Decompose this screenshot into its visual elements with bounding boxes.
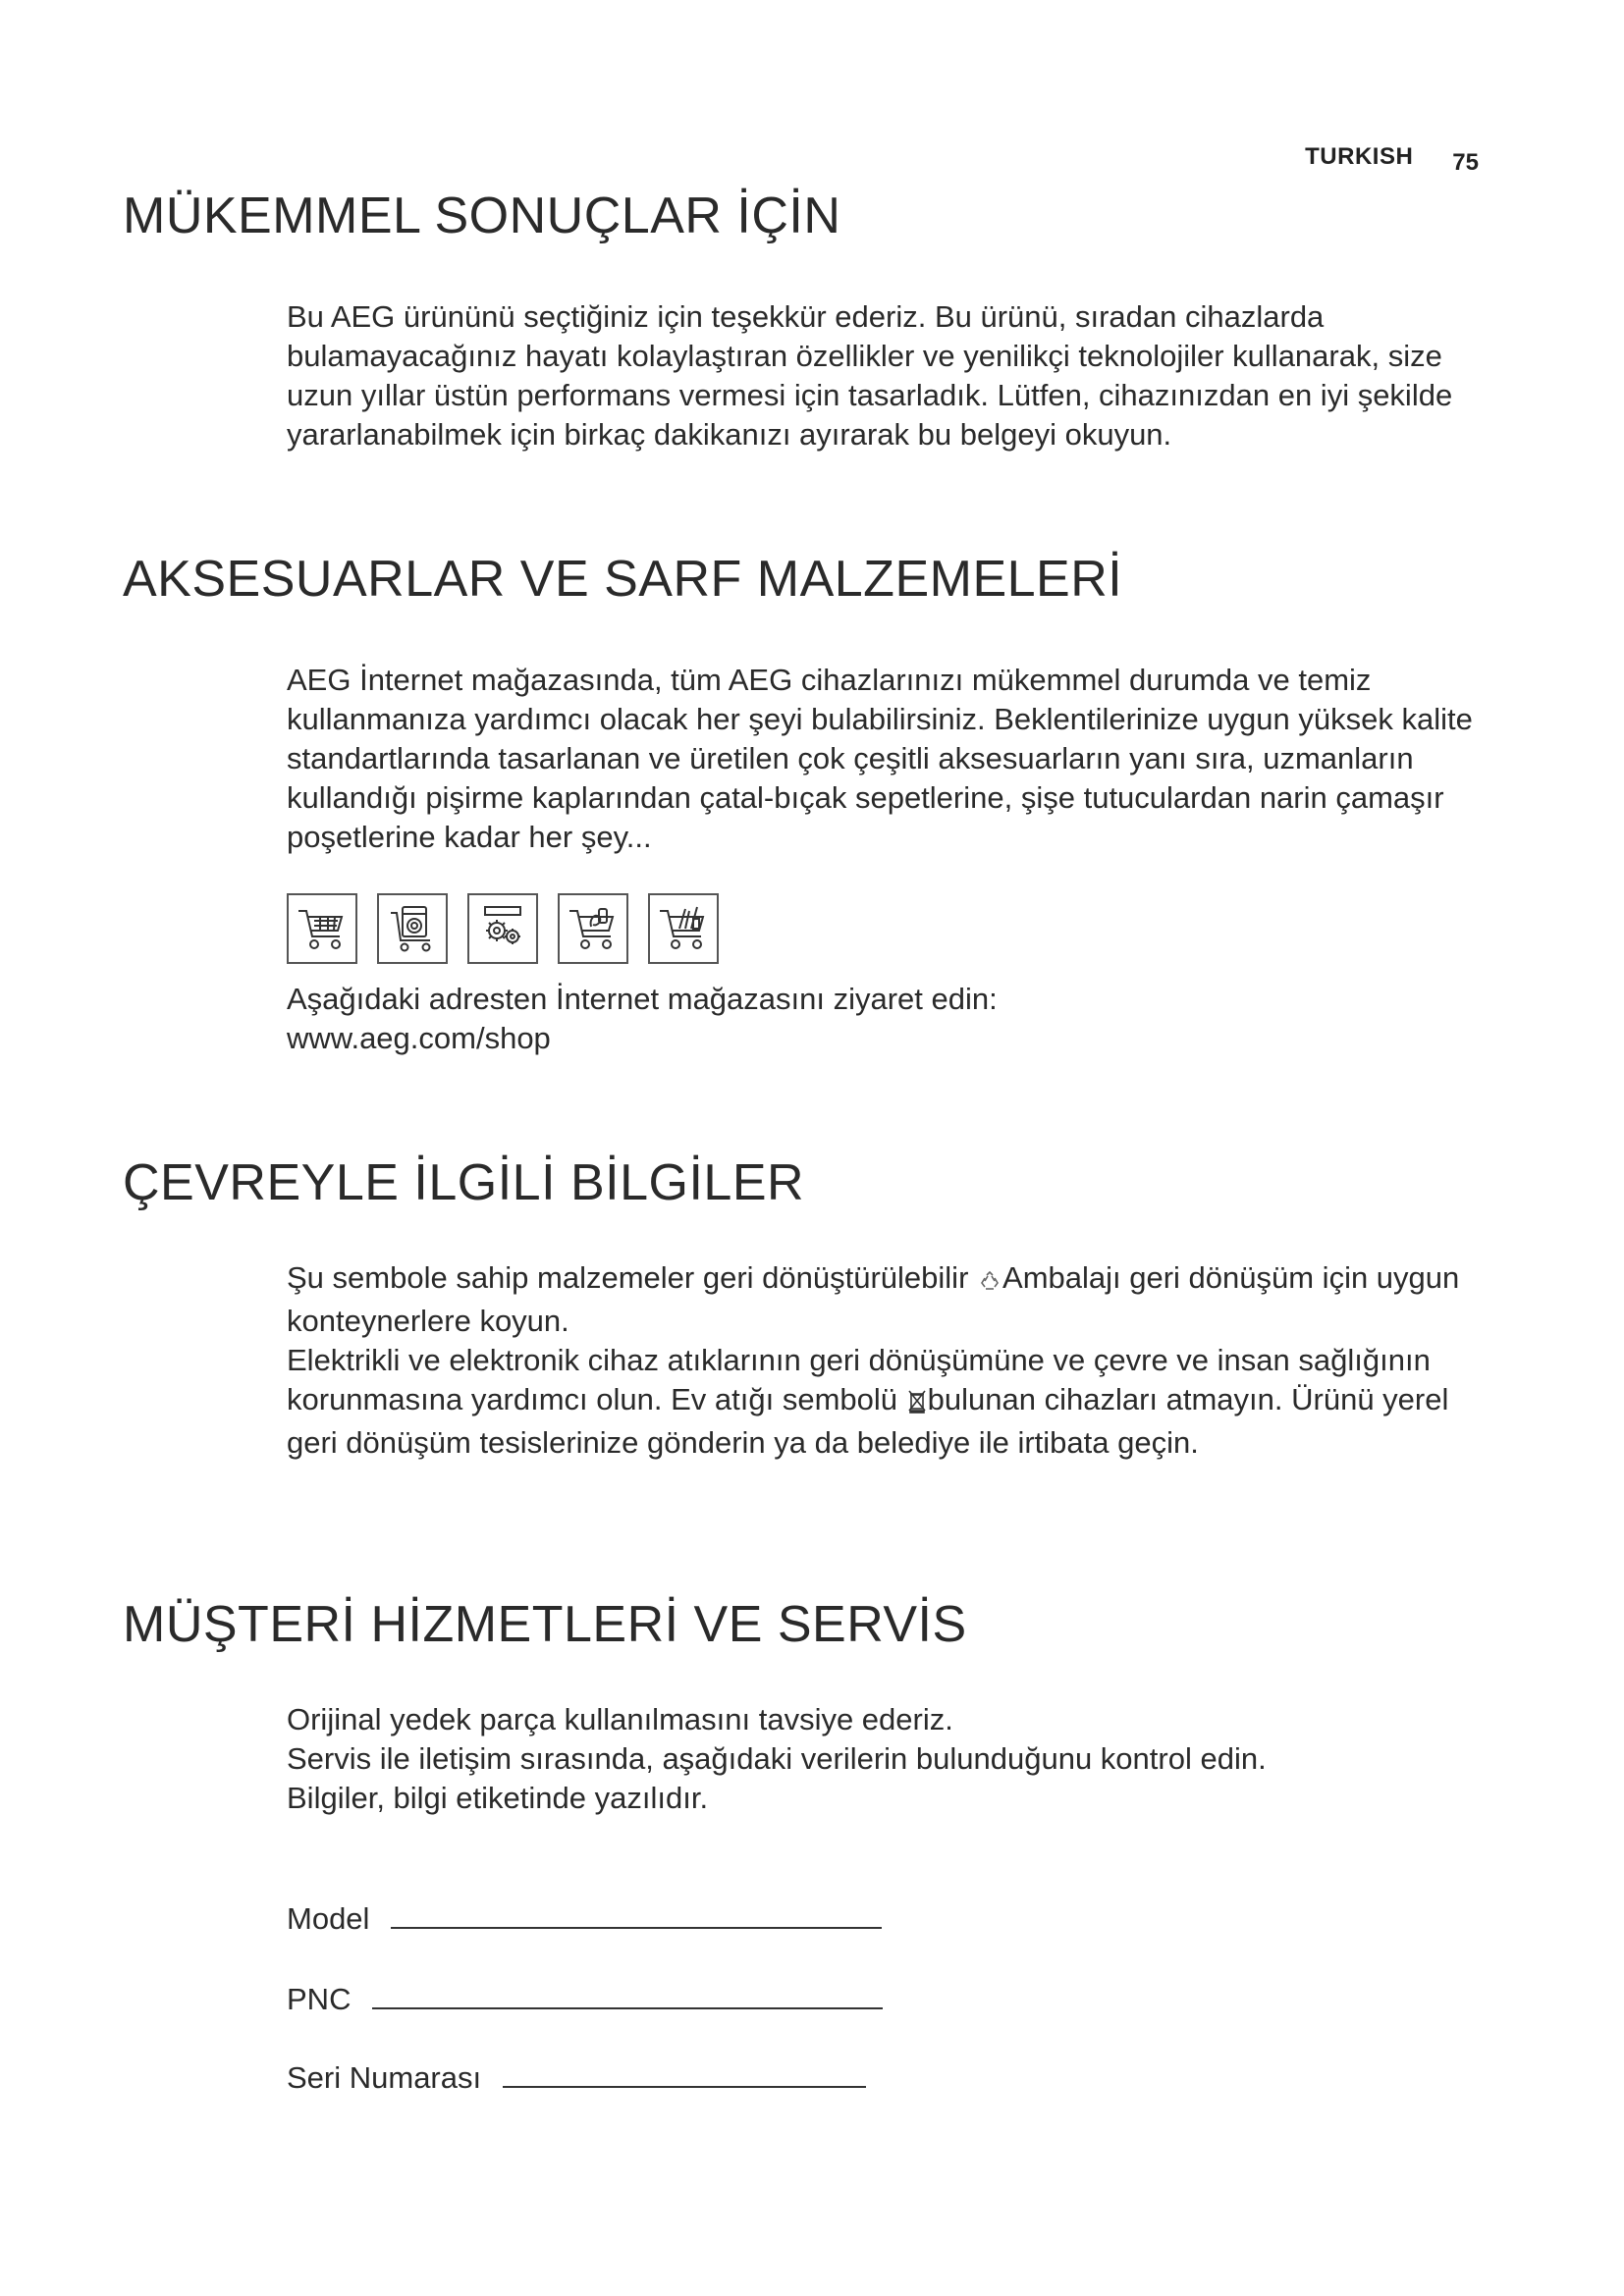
weee-text-a: Elektrikli ve elektronik cihaz atıklarının geri dönüşümüne ve çevre ve insan sağlığının korunmasına yardımcı olun. Ev atığı sembolü: [287, 1343, 1431, 1416]
language-label: TURKISH: [1305, 143, 1414, 170]
paragraph: Servis ile iletişim sırasında, aşağıdaki verilerin bulunduğunu kontrol edin.: [287, 1741, 1267, 1776]
section-body-accessories: [287, 661, 1494, 857]
paragraph: AEG İnternet mağazasında, tüm AEG cihazlarınızı mükemmel durumda ve temiz kullanmanıza yardımcı olacak her şeyi bulabilirsiniz. Beklentilerinize uygun yüksek kalite standartlarında tasarlanan ve üretilen çok çeşitli aksesuarların yanı sıra, uzmanların kullandığı pişirme kaplarından çatal-bıçak sepetlerine, şişe tutuculardan narin çamaşır poşetlerine kadar her şey...: [287, 663, 1473, 854]
serial-field-row: [287, 2058, 866, 2096]
recycle-text-b: Ambalajı geri dönüşüm için uygun konteynerlere koyun.: [287, 1260, 1460, 1338]
paragraph: Bilgiler, bilgi etiketinde yazılıdır.: [287, 1781, 709, 1815]
section-title-service: MÜŞTERİ HİZMETLERİ VE SERVİS: [123, 1596, 967, 1653]
section-title-environment: ÇEVREYLE İLGİLİ BİLGİLER: [123, 1154, 805, 1211]
cart-cleaning-icon: [558, 893, 628, 964]
paragraph: Bu AEG ürününü seçtiğiniz için teşekkür ederiz. Bu ürünü, sıradan cihazlarda bulamayacağınız hayatı kolaylaştıran özellikler ve yenilikçi teknolojiler kullanarak, size uzun yıllar üstün performans vermesi için tasarladık. Lütfen, cihazınızdan en iyi şekilde yararlanabilmek için birkaç dakikanızı ayırarak bu belgeyi okuyun.: [287, 299, 1453, 452]
cart-icon: [287, 893, 357, 964]
paragraph: Orijinal yedek parça kullanılmasını tavsiye ederiz.: [287, 1702, 953, 1736]
recycle-icon: [979, 1262, 1001, 1302]
pnc-field[interactable]: [372, 1980, 883, 2009]
crossed-bin-icon: [908, 1384, 926, 1423]
cart-tools-icon: [648, 893, 719, 964]
cart-washer-icon: [377, 893, 448, 964]
serial-label: Seri Numarası: [287, 2060, 482, 2095]
model-label: Model: [287, 1901, 370, 1936]
section-body-best-results: [287, 297, 1494, 454]
shop-visit-text: Aşağıdaki adresten İnternet mağazasını ziyaret edin:: [287, 982, 998, 1016]
weee-text-b: bulunan cihazları atmayın. Ürünü yerel geri dönüşüm tesislerinize gönderin ya da belediye ile irtibata geçin.: [287, 1382, 1449, 1460]
section-title-best-results: MÜKEMMEL SONUÇLAR İÇİN: [123, 187, 841, 244]
paragraph: [287, 1341, 1494, 1463]
section-title-accessories: AKSESUARLAR VE SARF MALZEMELERİ: [123, 551, 1123, 608]
pnc-label: PNC: [287, 1982, 352, 2016]
model-field[interactable]: [391, 1899, 882, 1929]
serial-field[interactable]: [503, 2058, 866, 2088]
recycle-text-a: Şu sembole sahip malzemeler geri dönüştürülebilir: [287, 1260, 978, 1295]
section-body-service: [287, 1700, 1494, 1818]
section-body-environment: [287, 1258, 1494, 1463]
pnc-field-row: [287, 1980, 883, 2017]
cart-gears-icon: [467, 893, 538, 964]
shop-icon-row: [287, 893, 719, 964]
page-header: [1305, 143, 1479, 176]
shop-url-link[interactable]: www.aeg.com/shop: [287, 1021, 551, 1055]
paragraph: [287, 1258, 1494, 1341]
page-number: 75: [1452, 149, 1479, 176]
shop-visit-block: [287, 980, 1494, 1058]
model-field-row: [287, 1899, 882, 1937]
